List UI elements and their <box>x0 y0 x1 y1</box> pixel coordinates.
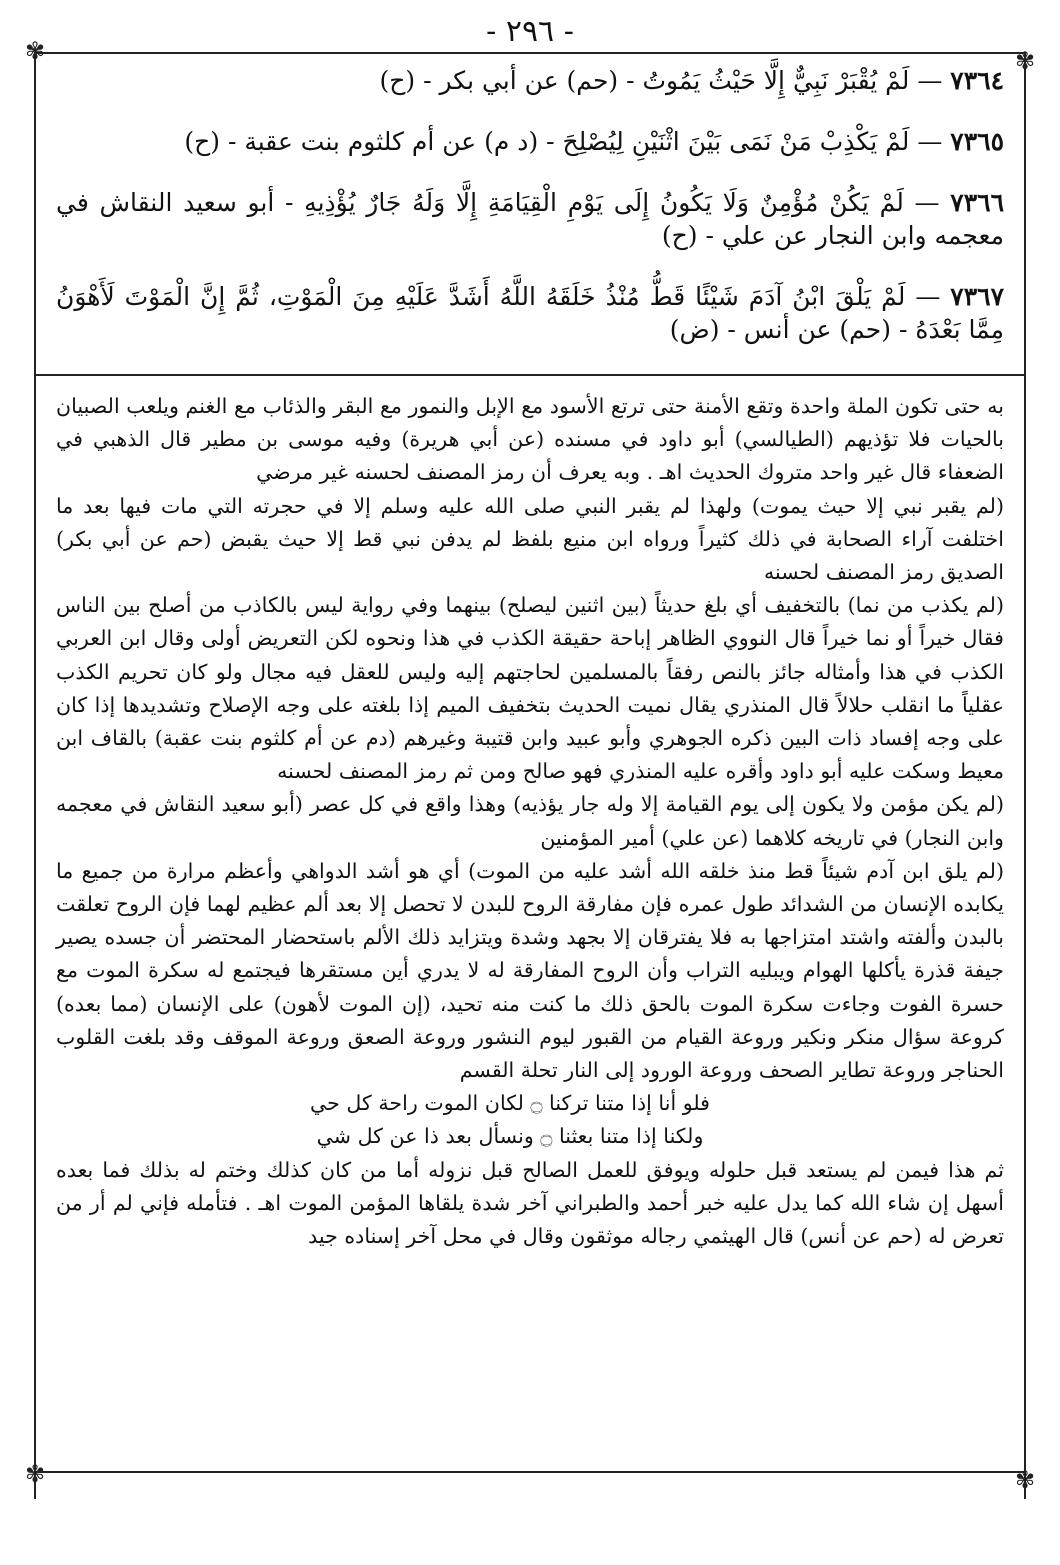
commentary-paragraph: (لم يلق ابن آدم شيئاً قط منذ خلقه الله أشد عليه من الموت) أي هو أشد الدواهي وأعظم مرارة من جميع ما يكابده الإنسان من الشدائد طول عمره فإن مفارقة الروح للبدن لا تحصل إلا بعد ألم عظيم لهما فإن الروح تعلقت بالبدن وألفته واشتد امتزاجها به فلا يفترقان إلا بجهد وشدة ويتزايد ذلك الألم باستحضار المحتضر أن جسده يصير جيفة قذرة يأكلها الهوام ويبليه التراب وأن الروح المفارقة له لا يدري أين مستقرها فيجتمع له سكرة الموت مع حسرة الفوت وجاءت سكرة الموت بالحق ذلك ما كنت منه تحيد، (إن الموت لأهون) على الإنسان (مما بعده) كروعة سؤال منكر ونكير وروعة القيام من القبور ليوم النشور وروعة الصعق وروعة الموقف وقد بلغت القلوب الحناجر وروعة تطاير الصحف وروعة الورود إلى النار تحلة القسم <box>56 858 1004 1083</box>
section-divider <box>34 374 1026 376</box>
top-border-rule <box>34 52 1026 54</box>
floral-ornament-icon: ✾ <box>1014 47 1036 75</box>
page-content <box>56 64 1004 1253</box>
hadith-text: — لَمْ يَكُنْ مُؤْمِنٌ وَلَا يَكُونُ إِلَى يَوْمِ الْقِيَامَةِ إِلَّا وَلَهُ جَارٌ يُؤْذِيهِ - أبو سعيد النقاش في معجمه وابن النجار عن علي - (ح) <box>56 188 1004 250</box>
commentary-paragraph: (لم يكن مؤمن ولا يكون إلى يوم القيامة إلا وله جار يؤذيه) وهذا واقع في كل عصر (أبو سعيد النقاش في معجمه وابن النجار) في تاريخه كلاهما (عن علي) أمير المؤمنين <box>56 792 1004 850</box>
hadith-entry <box>56 280 1004 346</box>
floral-ornament-icon: ✾ <box>24 1460 46 1488</box>
commentary-section <box>56 390 1004 1253</box>
commentary-paragraph: (لم يكذب من نما) بالتخفيف أي بلغ حديثاً (بين اثنين ليصلح) بينهما وفي رواية ليس بالكاذب من أصلح بين الناس فقال خيراً أو نما خيراً قال النووي الظاهر إباحة حقيقة الكذب في هذا ونحوه لكن التعريض أولى وقال ابن العربي الكذب في هذا وأمثاله جائز بالنص رفقاً بالمسلمين لحاجتهم إليه وليس للعقل فيه مجال ولو كان تحريم الكذب عقلياً ما انقلب حلالاً قال المنذري يقال نميت الحديث بتخفيف الميم إذا بلغته على وجه الإصلاح وتشديدها إذا كان على وجه إفساد ذات البين ذكره الجوهري وأبو عبيد وابن قتيبة وغيرهم (دم عن أم كلثوم بنت عقبة) بالقاف ابن معيط وسكت عليه أبو داود وأقره عليه المنذري فهو صالح ومن ثم رمز المصنف لحسنه <box>56 593 1004 784</box>
hadith-number: ٧٣٦٥ <box>950 127 1004 156</box>
hadith-entry <box>56 64 1004 97</box>
hadith-text: — لَمْ يَكْذِبْ مَنْ نَمَى بَيْنَ اثْنَيْنِ لِيُصْلِحَ - (د م) عن أم كلثوم بنت عقبة - (ح) <box>184 127 943 156</box>
bottom-border-rule <box>34 1471 1026 1473</box>
poem-verse: ولكنا إذا متنا بعثنا ۝ ونسأل بعد ذا عن كل شي <box>316 1124 704 1149</box>
hadith-number: ٧٣٦٦ <box>950 188 1004 217</box>
hadith-number: ٧٣٦٧ <box>950 282 1004 311</box>
hadith-text: — لَمْ يُقْبَرْ نَبِيٌّ إِلَّا حَيْثُ يَمُوتُ - (حم) عن أبي بكر - (ح) <box>379 66 943 95</box>
hadith-entry <box>56 125 1004 158</box>
poem-verse: فلو أنا إذا متنا تركنا ۝ لكان الموت راحة كل حي <box>309 1091 711 1116</box>
floral-ornament-icon: ✾ <box>1014 1466 1036 1494</box>
hadith-section <box>56 64 1004 346</box>
commentary-paragraph: ثم هذا فيمن لم يستعد قبل حلوله ويوفق للعمل الصالح قبل نزوله أما من كان كذلك وختم له بذلك فما بعده أسهل إن شاء الله كما يدل عليه خبر أحمد والطبراني آخر شدة يلقاها المؤمن الموت اهـ . فتأمله فإني لم أر من تعرض له (حم عن أنس) قال الهيثمي رجاله موثقون وقال في محل آخر إسناده جيد <box>56 1157 1004 1249</box>
commentary-paragraph: (لم يقبر نبي إلا حيث يموت) ولهذا لم يقبر النبي صلى الله عليه وسلم إلا في حجرته التي مات فيها بعد ما اختلفت آراء الصحابة في ذلك كثيراً ورواه ابن منيع بلفظ لم يدفن نبي قط إلا حيث يقبض (حم عن أبي بكر) الصديق رمز المصنف لحسنه <box>56 493 1004 585</box>
commentary-paragraph: به حتى تكون الملة واحدة وتقع الأمنة حتى ترتع الأسود مع الإبل والنمور مع البقر والذئاب مع الغنم ويلعب الصبيان بالحيات فلا تؤذيهم (الطيالسي) أبو داود في مسنده (عن أبي هريرة) وفيه موسى بن مطير قال الذهبي في الضعفاء قال غير واحد متروك الحديث اهـ . وبه يعرف أن رمز المصنف لحسنه غير مرضي <box>56 394 1004 485</box>
hadith-entry <box>56 186 1004 252</box>
page-number: - ٢٩٦ - <box>486 14 574 49</box>
hadith-text: — لَمْ يَلْقَ ابْنُ آدَمَ شَيْئًا قَطُّ مُنْذُ خَلَقَهُ اللَّهُ أَشَدَّ عَلَيْهِ مِنَ الْمَوْتِ، ثُمَّ إِنَّ الْمَوْتَ لَأَهْوَنُ مِمَّا بَعْدَهُ - (حم) عن أنس - (ض) <box>56 282 1004 344</box>
floral-ornament-icon: ✾ <box>24 37 46 65</box>
hadith-number: ٧٣٦٤ <box>950 66 1004 95</box>
